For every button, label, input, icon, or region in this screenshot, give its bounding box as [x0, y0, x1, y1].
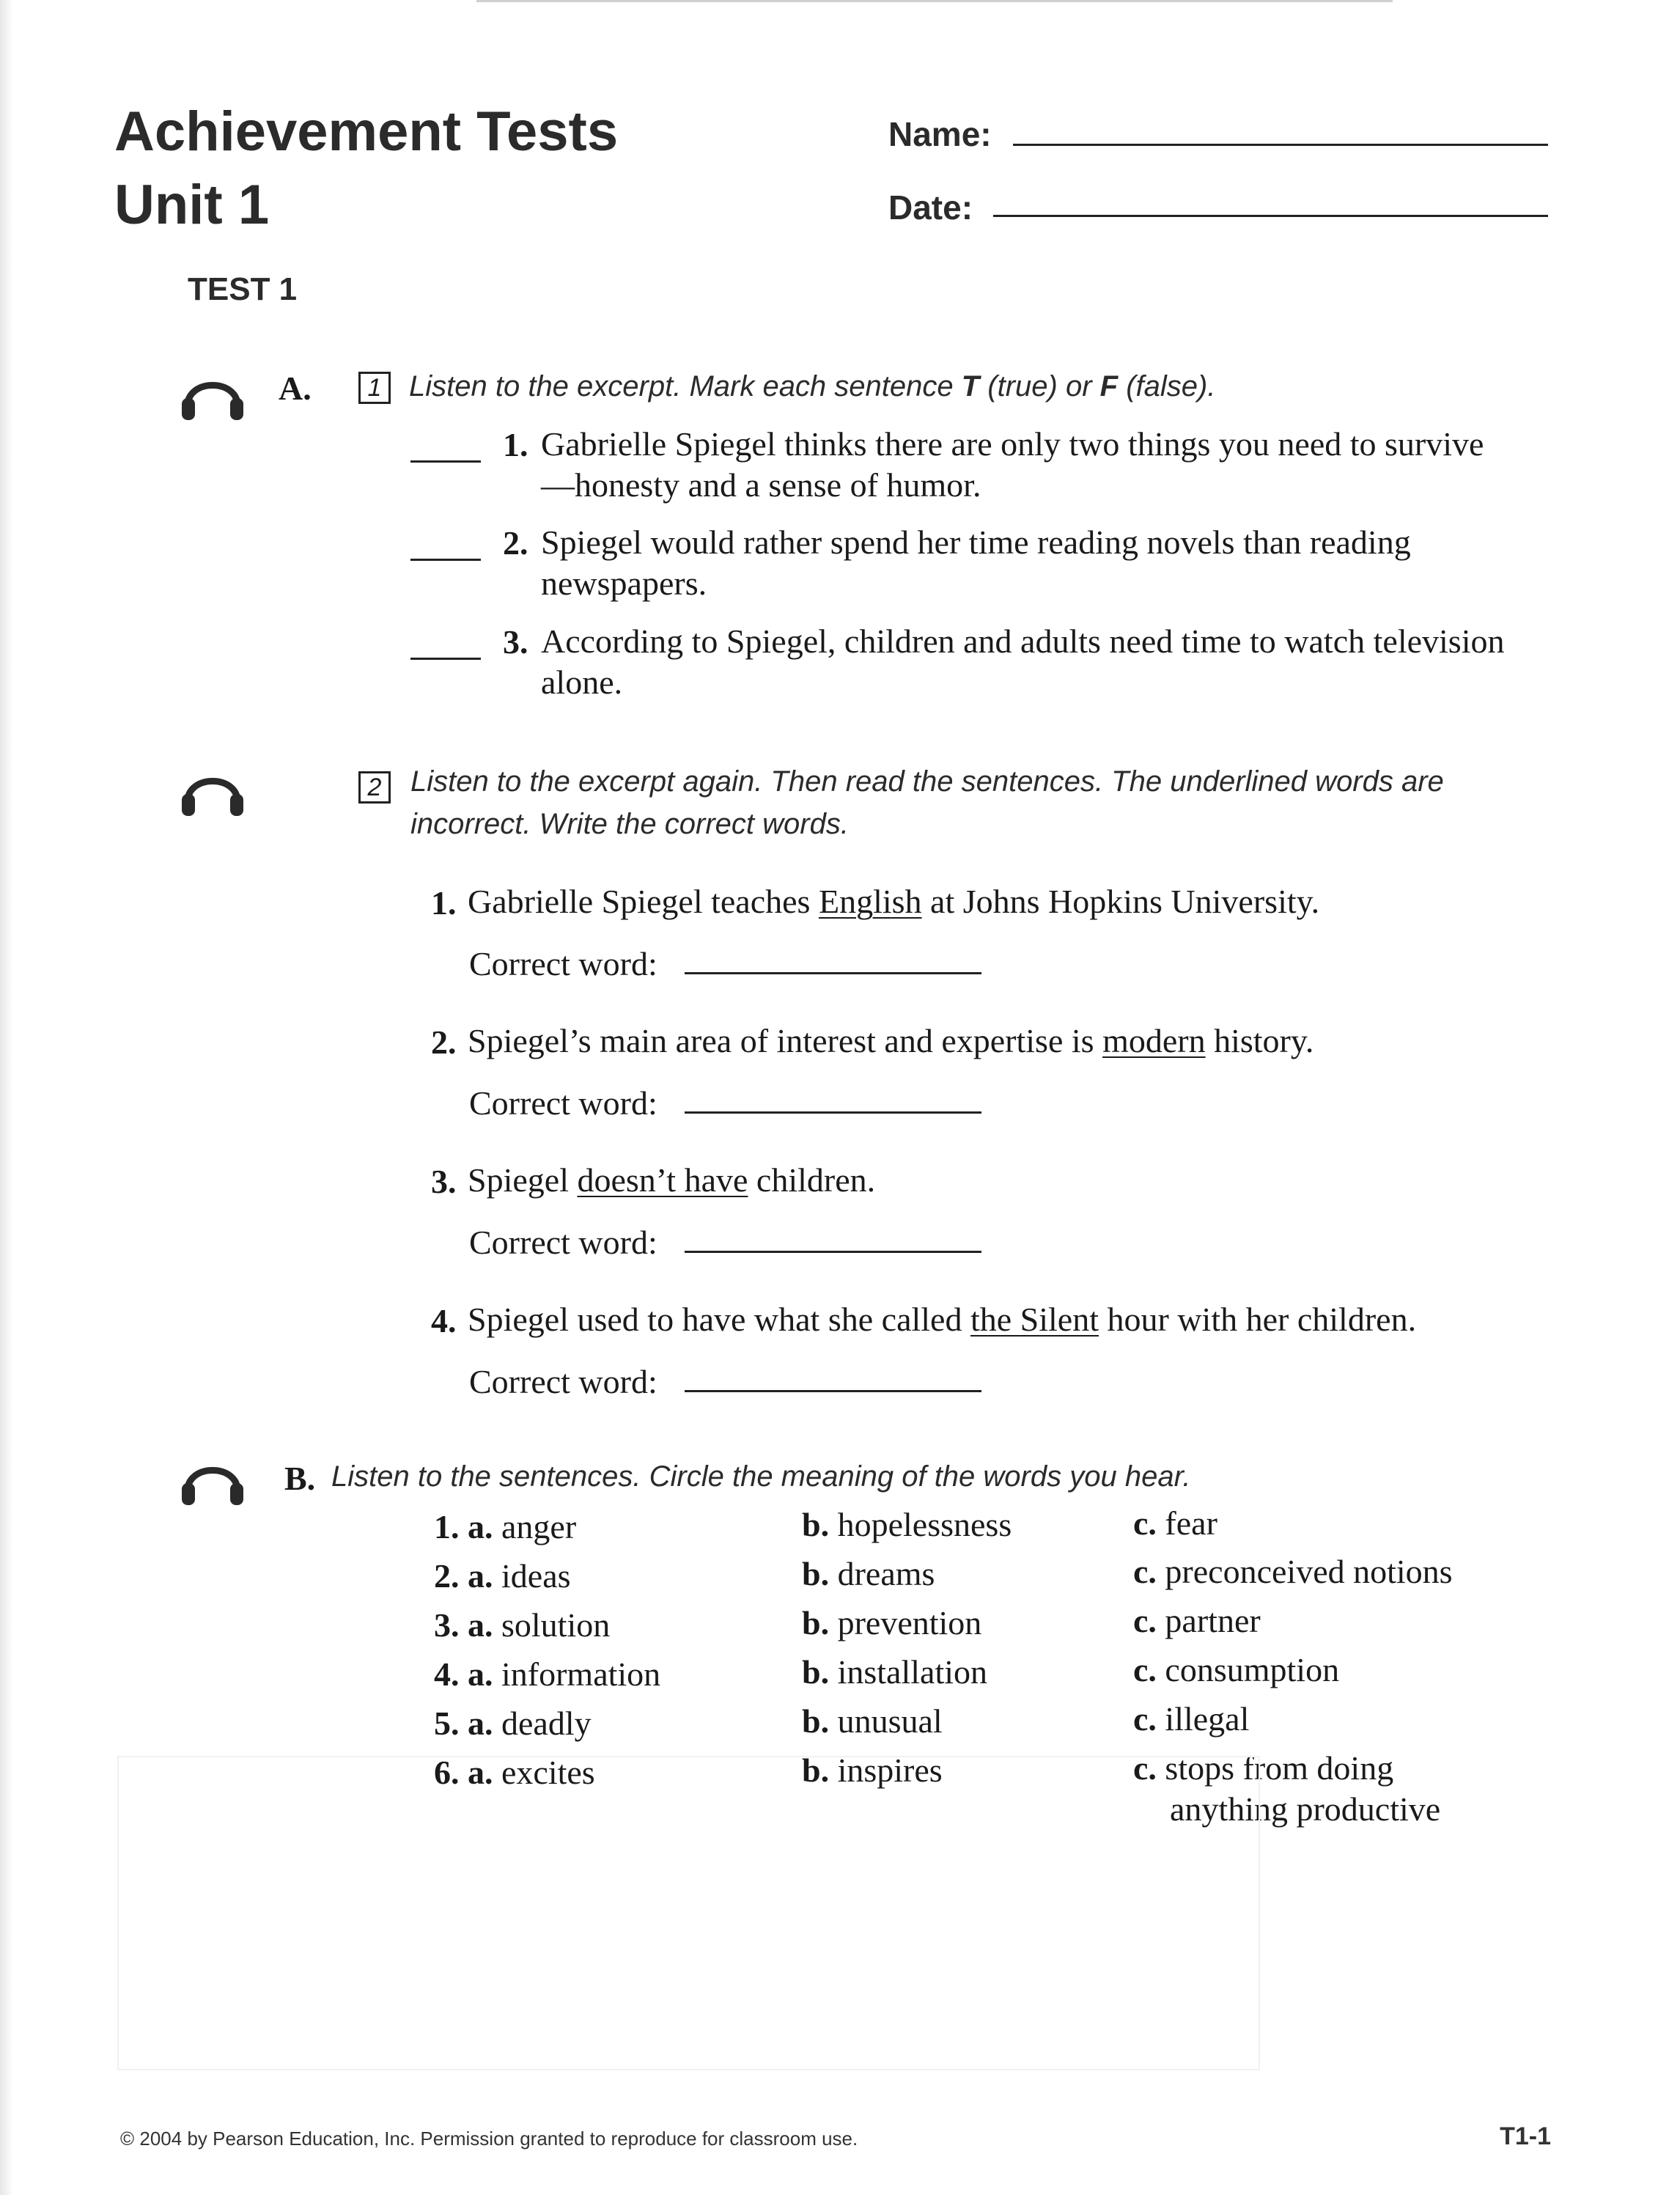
headphones-icon — [177, 759, 248, 820]
correct-word-blank[interactable] — [685, 972, 981, 974]
section-a-letter: A. — [279, 369, 312, 407]
tf-item-text: Spiegel would rather spend her time reading novels than reading newspapers. — [541, 523, 1411, 602]
correction-item-number: 4. — [431, 1302, 457, 1339]
mc-option-b[interactable]: b. unusual — [802, 1702, 943, 1740]
tf-answer-blank[interactable] — [410, 460, 481, 463]
part-1-box: 1 — [358, 372, 391, 404]
mc-option-b[interactable]: b. inspires — [802, 1751, 943, 1789]
mc-option-a[interactable]: 6. a. excites — [434, 1754, 595, 1791]
correct-word-label: Correct word: — [469, 1363, 657, 1400]
mc-option-c[interactable]: c. consumption — [1133, 1651, 1340, 1688]
correction-item-number: 2. — [431, 1023, 457, 1061]
tf-answer-blank[interactable] — [410, 658, 481, 660]
date-label: Date: — [888, 188, 973, 227]
correct-word-label: Correct word: — [469, 1084, 657, 1122]
headphones-icon — [177, 363, 248, 424]
underlined-word: modern — [1102, 1022, 1206, 1059]
mc-option-b[interactable]: b. installation — [802, 1653, 988, 1691]
mc-option-a[interactable]: 3. a. solution — [434, 1606, 611, 1644]
correct-word-blank[interactable] — [685, 1111, 981, 1114]
mc-option-c[interactable]: c. illegal — [1133, 1700, 1250, 1738]
tf-item-number: 2. — [503, 524, 528, 562]
tf-item-text: According to Spiegel, children and adults need time to watch television alone. — [541, 622, 1505, 701]
test-label: TEST 1 — [188, 271, 298, 307]
tf-answer-blank[interactable] — [410, 559, 481, 561]
mc-option-b[interactable]: b. prevention — [802, 1604, 982, 1641]
tf-item-text: Gabrielle Spiegel thinks there are only two things you need to survive—honesty and a sense of humor. — [541, 425, 1484, 504]
correct-word-blank[interactable] — [685, 1390, 981, 1392]
mc-option-a[interactable]: 4. a. information — [434, 1655, 661, 1693]
name-label: Name: — [888, 115, 992, 153]
correction-item-number: 1. — [431, 884, 457, 922]
correct-word-label: Correct word: — [469, 1224, 657, 1261]
name-field[interactable] — [1013, 144, 1548, 146]
mc-option-a[interactable]: 1. a. anger — [434, 1508, 577, 1545]
underlined-word: English — [818, 883, 922, 920]
correction-sentence: Spiegel’s main area of interest and expertise is modern history. — [468, 1022, 1314, 1059]
tf-item-number: 1. — [503, 426, 528, 463]
mc-option-c[interactable]: c. preconceived notions — [1133, 1553, 1453, 1590]
underlined-word: the Silent — [970, 1301, 1099, 1338]
page-title — [114, 95, 618, 242]
mc-option-a[interactable]: 2. a. ideas — [434, 1557, 571, 1595]
tf-item-number: 3. — [503, 623, 528, 661]
title-line-2: Unit 1 — [114, 174, 270, 236]
section-b-instruction: Listen to the sentences. Circle the meaning of the words you hear. — [331, 1460, 1191, 1493]
bleed-through-box — [117, 1756, 1260, 2070]
copyright-footer: © 2004 by Pearson Education, Inc. Permission granted to reproduce for classroom use. — [120, 2128, 858, 2150]
mc-option-a[interactable]: 5. a. deadly — [434, 1705, 592, 1742]
part-2-instruction-line-1: Listen to the excerpt again. Then read the sentences. The underlined words are — [410, 765, 1444, 798]
correct-word-label: Correct word: — [469, 945, 657, 982]
page-number: T1-1 — [1500, 2122, 1551, 2150]
correction-item-number: 3. — [431, 1163, 457, 1200]
date-field[interactable] — [993, 215, 1548, 217]
part-2-instruction-line-2: incorrect. Write the correct words. — [410, 808, 849, 840]
mc-option-c[interactable]: c. stops from doing — [1133, 1749, 1394, 1787]
part-2-instruction — [410, 760, 1510, 845]
correction-sentence: Gabrielle Spiegel teaches English at Johns Hopkins University. — [468, 883, 1320, 920]
underlined-word: doesn’t have — [577, 1161, 748, 1199]
section-b-letter: B. — [284, 1460, 316, 1497]
mc-option-c[interactable]: c. fear — [1133, 1504, 1217, 1542]
mc-option-b[interactable]: b. dreams — [802, 1555, 935, 1592]
title-line-1: Achievement Tests — [114, 100, 619, 163]
correct-word-blank[interactable] — [685, 1251, 981, 1253]
scan-edge-line — [476, 0, 1393, 2]
correction-sentence: Spiegel used to have what she called the Silent hour with her children. — [468, 1301, 1417, 1338]
mc-option-b[interactable]: b. hopelessness — [802, 1506, 1012, 1543]
headphones-icon — [177, 1448, 248, 1510]
correction-sentence: Spiegel doesn’t have children. — [468, 1161, 876, 1199]
part-1-instruction: Listen to the excerpt. Mark each sentence T (true) or F (false). — [409, 370, 1216, 402]
part-2-box: 2 — [358, 771, 391, 804]
mc-option-c-continued: anything productive — [1170, 1790, 1441, 1828]
mc-option-c[interactable]: c. partner — [1133, 1602, 1261, 1639]
